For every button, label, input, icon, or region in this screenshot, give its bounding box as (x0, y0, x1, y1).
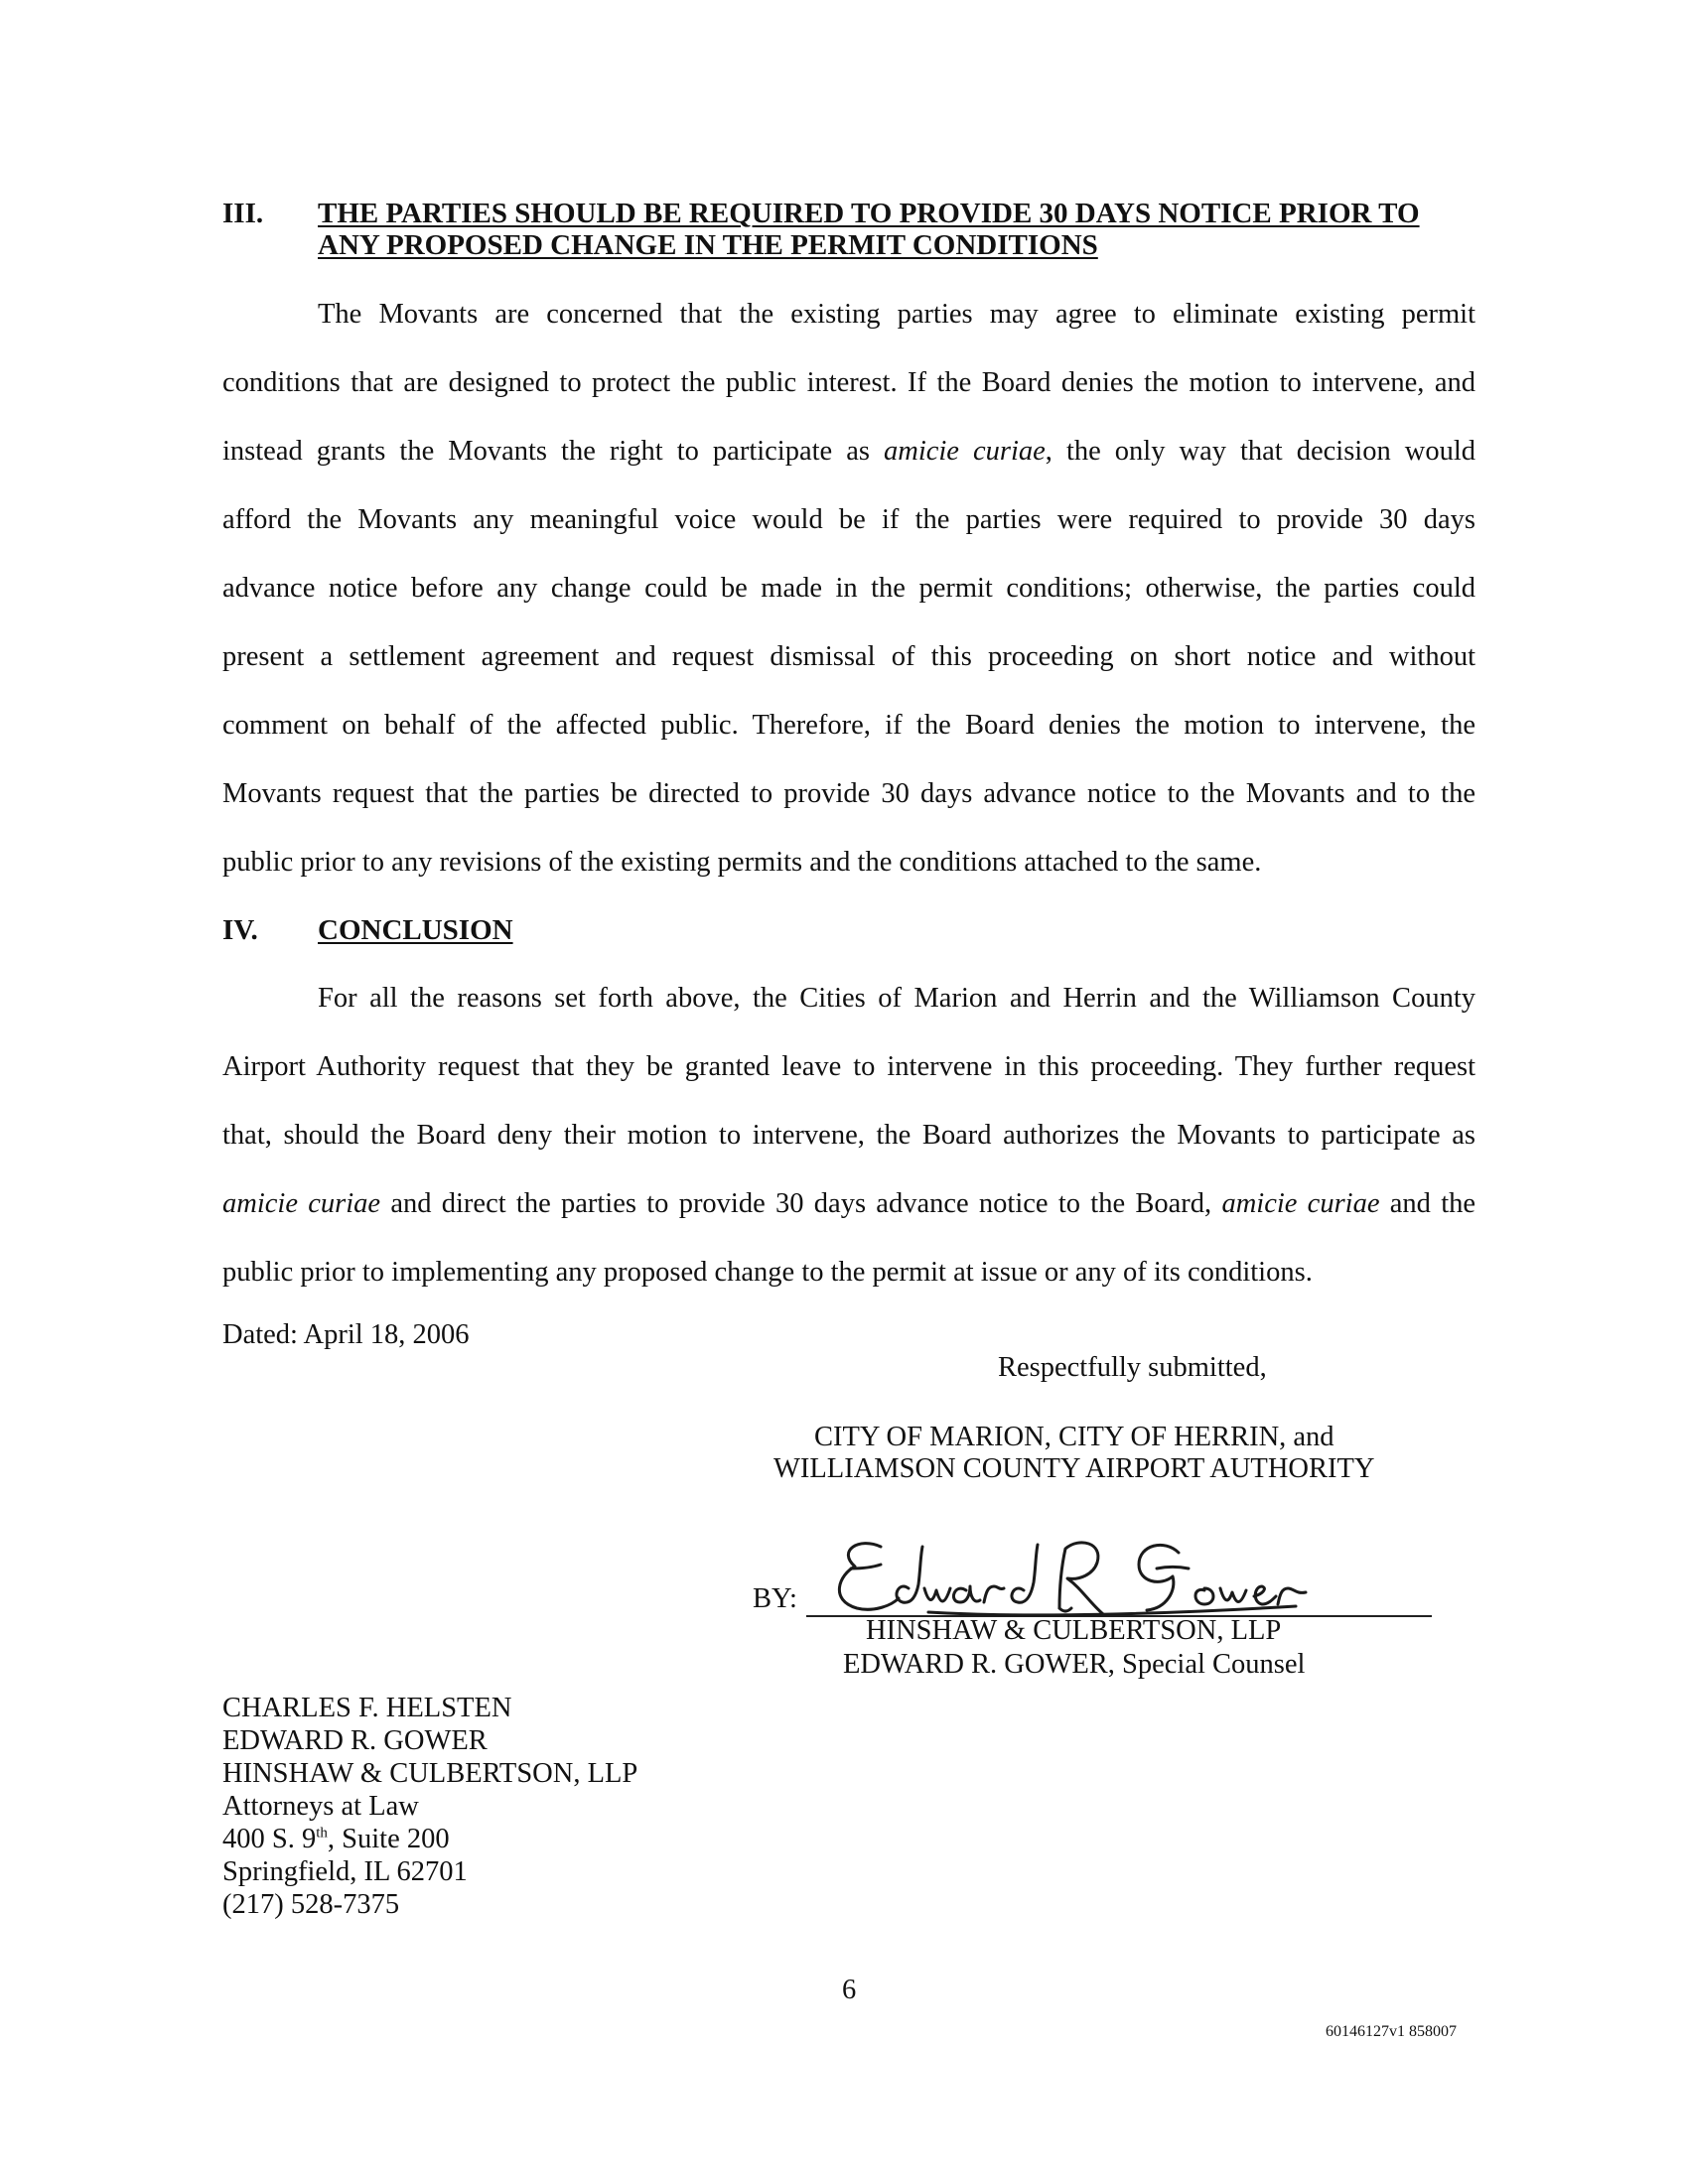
handwritten-signature (829, 1529, 1345, 1628)
section-3-line: present a settlement agreement and request dismissal of this proceeding on short notice and without (222, 641, 1475, 672)
section-3-line: The Movants are concerned that the existing parties may agree to eliminate existing permit (318, 299, 1475, 330)
section-4-line: public prior to implementing any proposed change to the permit at issue or any of its conditions. (222, 1257, 1313, 1288)
page-number: 6 (842, 1975, 857, 2005)
closing-text: Respectfully submitted, (998, 1352, 1267, 1383)
address-street: 400 S. 9 (222, 1824, 317, 1854)
address-ordinal: th (316, 1825, 328, 1842)
document-id: 60146127v1 858007 (1326, 2023, 1457, 2040)
section-3-line: advance notice before any change could be made in the permit conditions; otherwise, the parties could (222, 573, 1475, 604)
section-4-line-text: and direct the parties to provide 30 days advance notice to the Board, (380, 1188, 1222, 1219)
dated-line: Dated: April 18, 2006 (222, 1319, 470, 1350)
section-3-line: afford the Movants any meaningful voice would be if the parties were required to provide 30 days (222, 504, 1475, 535)
attorney-city: Springfield, IL 62701 (222, 1856, 468, 1887)
client-line-1: CITY OF MARION, CITY OF HERRIN, and (814, 1422, 1334, 1452)
section-3-line: Movants request that the parties be directed to provide 30 days advance notice to the Movants and to the (222, 778, 1475, 809)
signature-name-title: EDWARD R. GOWER, Special Counsel (843, 1649, 1306, 1680)
section-3-title-line2: ANY PROPOSED CHANGE IN THE PERMIT CONDITIONS (318, 229, 1098, 261)
section-3-title-line1: THE PARTIES SHOULD BE REQUIRED TO PROVIDE 30 DAYS NOTICE PRIOR TO (318, 198, 1420, 229)
by-label: BY: (753, 1583, 797, 1614)
address-suite: , Suite 200 (327, 1824, 450, 1854)
signature-firm: HINSHAW & CULBERTSON, LLP (866, 1615, 1282, 1646)
section-3-line-text: instead grants the Movants the right to participate as (222, 436, 884, 467)
client-line-2: WILLIAMSON COUNTY AIRPORT AUTHORITY (773, 1453, 1375, 1484)
section-4-line: For all the reasons set forth above, the Cities of Marion and Herrin and the Williamson County (318, 983, 1475, 1014)
attorney-address (222, 1823, 450, 1856)
attorney-firm: HINSHAW & CULBERTSON, LLP (222, 1758, 638, 1789)
section-4-line (222, 1187, 1475, 1221)
section-3-line: comment on behalf of the affected public. Therefore, if the Board denies the motion to intervene, the (222, 710, 1475, 741)
section-3-line: public prior to any revisions of the existing permits and the conditions attached to the same. (222, 847, 1262, 878)
section-4-number: IV. (222, 914, 258, 946)
attorney-role: Attorneys at Law (222, 1791, 419, 1822)
section-4-line-text: and the (1379, 1188, 1476, 1219)
section-4-line: that, should the Board deny their motion to intervene, the Board authorizes the Movants to participate as (222, 1120, 1475, 1151)
attorney-phone: (217) 528-7375 (222, 1889, 400, 1920)
amicie-curiae-italic: amicie curiae (222, 1188, 381, 1219)
attorney-name-2: EDWARD R. GOWER (222, 1725, 488, 1756)
section-3-line: conditions that are designed to protect the public interest. If the Board denies the motion to intervene, and (222, 367, 1475, 398)
section-4-title: CONCLUSION (318, 914, 513, 946)
section-3-line (222, 435, 1475, 469)
attorney-name-1: CHARLES F. HELSTEN (222, 1693, 512, 1723)
section-3-number: III. (222, 198, 264, 229)
amicie-curiae-italic: amicie curiae (883, 436, 1046, 467)
amicie-curiae-italic: amicie curiae (1221, 1188, 1380, 1219)
section-3-line-text: , the only way that decision would (1045, 436, 1475, 467)
section-4-line: Airport Authority request that they be granted leave to intervene in this proceeding. They further request (222, 1051, 1475, 1082)
